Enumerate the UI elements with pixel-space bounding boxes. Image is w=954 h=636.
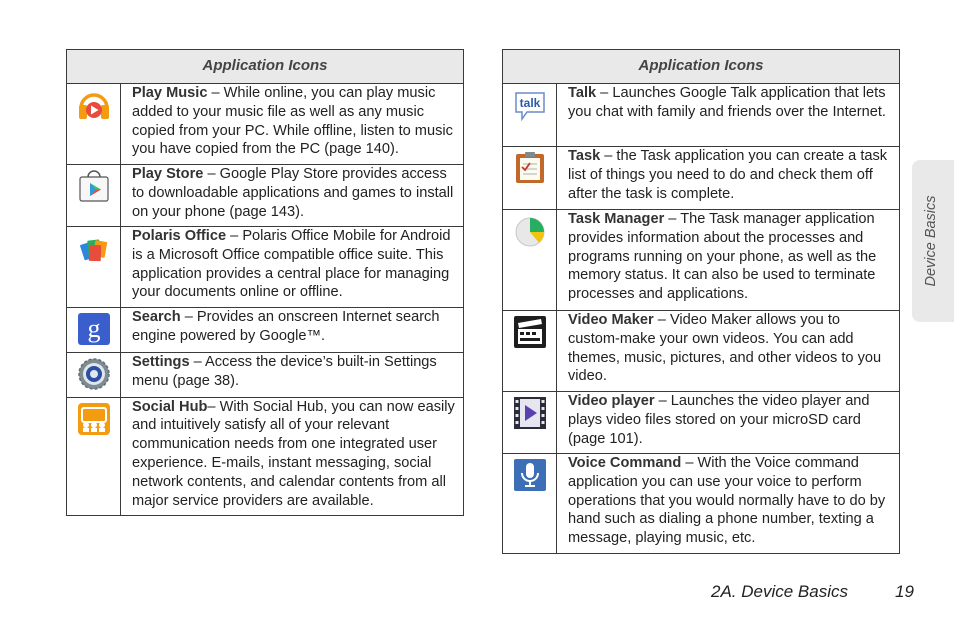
description: – Launches Google Talk application that lets you chat with family and friends over the Internet.: [568, 85, 886, 120]
list-item: [121, 352, 464, 397]
right-table-header: Application Icons: [503, 50, 900, 84]
description: – Access the device’s built-in Settings menu (page 38).: [132, 353, 437, 389]
task-clipboard-icon: [513, 151, 547, 185]
description: – While online, you can play music added to your music file as well as any music copied from your PC. While offline, listen to music you have copied from the PC (page 140).: [132, 85, 453, 158]
description: – Launches the video player and plays video files stored on your microSD card (page 101).: [568, 393, 870, 447]
right-application-icons-table: [502, 49, 900, 554]
list-item: [121, 308, 464, 353]
term: Polaris Office: [132, 228, 227, 244]
term: Talk: [568, 85, 597, 101]
table-row: [503, 311, 900, 392]
description: – Provides an onscreen Internet search engine powered by Google™.: [132, 309, 440, 344]
video-maker-clapper-icon: [513, 315, 547, 349]
social-hub-icon: [77, 402, 111, 436]
list-item: [121, 397, 464, 515]
table-row: [503, 454, 900, 554]
list-item: [121, 165, 464, 227]
list-item: [557, 84, 900, 147]
table-row: [503, 84, 900, 147]
term: Voice Command: [568, 455, 682, 471]
play-music-icon: [77, 88, 111, 122]
left-application-icons-table: [66, 49, 464, 516]
list-item: [557, 454, 900, 554]
term: Play Music: [132, 85, 208, 101]
footer-page-number: 19: [895, 582, 914, 601]
table-row: [67, 352, 464, 397]
description: – Video Maker allows you to custom-make your own videos. You can add themes, music, pictures, and other videos to you video.: [568, 312, 882, 385]
term: Video Maker: [568, 312, 654, 328]
list-item: [557, 147, 900, 210]
description: – the Task application you can create a task list of things you need to do and check them off after the task is complete.: [568, 148, 888, 202]
table-row: [67, 165, 464, 227]
table-row: [503, 210, 900, 311]
term: Video player: [568, 393, 655, 409]
voice-command-icon: [513, 458, 547, 492]
play-store-icon: [77, 169, 111, 203]
settings-gear-icon: [77, 357, 111, 391]
footer-section-title: 2A. Device Basics: [711, 582, 848, 601]
description: – The Task manager application provides information about the processes and programs running on your phone, as well as the memory status. It can also be used to terminate processes and applications.: [568, 211, 877, 303]
talk-icon: [513, 88, 547, 122]
list-item: [557, 392, 900, 454]
table-row: [503, 392, 900, 454]
term: Task: [568, 148, 601, 164]
google-search-icon: [77, 312, 111, 346]
table-row: [67, 308, 464, 353]
table-row: [503, 147, 900, 210]
video-player-icon: [513, 396, 547, 430]
svg-text:g: g: [87, 314, 100, 343]
table-row: [67, 84, 464, 165]
term: Task Manager: [568, 211, 665, 227]
list-item: [557, 311, 900, 392]
term: Social Hub: [132, 398, 208, 415]
list-item: [557, 210, 900, 311]
list-item: [121, 84, 464, 165]
term: Play Store: [132, 166, 204, 182]
left-table-header: Application Icons: [67, 50, 464, 84]
table-row: [67, 397, 464, 515]
task-manager-pie-icon: [513, 214, 547, 248]
polaris-office-icon: [77, 231, 111, 265]
description: – With the Voice command application you can use your voice to perform operations that you would normally have to do by hand such as dialing a phone number, texting a message, playing music, etc.: [568, 455, 886, 547]
term: Settings: [132, 353, 190, 370]
description: – Polaris Office Mobile for Android is a Microsoft Office compatible office suite. This application provides a central place for managing your documents online or offline.: [132, 228, 451, 301]
term: Search: [132, 309, 181, 325]
talk-icon-label: talk: [519, 96, 540, 110]
description: – With Social Hub, you can now easily and intuitively satisfy all of your relevant communication needs from one integrated user experience. E-mails, instant messaging, social network contents, and calendar contents from all major service providers are available.: [132, 398, 455, 509]
side-section-label: Device Basics: [923, 195, 939, 287]
description: – Google Play Store provides access to downloadable applications and games to install on your phone (page 143).: [132, 166, 454, 220]
list-item: [121, 227, 464, 308]
table-row: [67, 227, 464, 308]
